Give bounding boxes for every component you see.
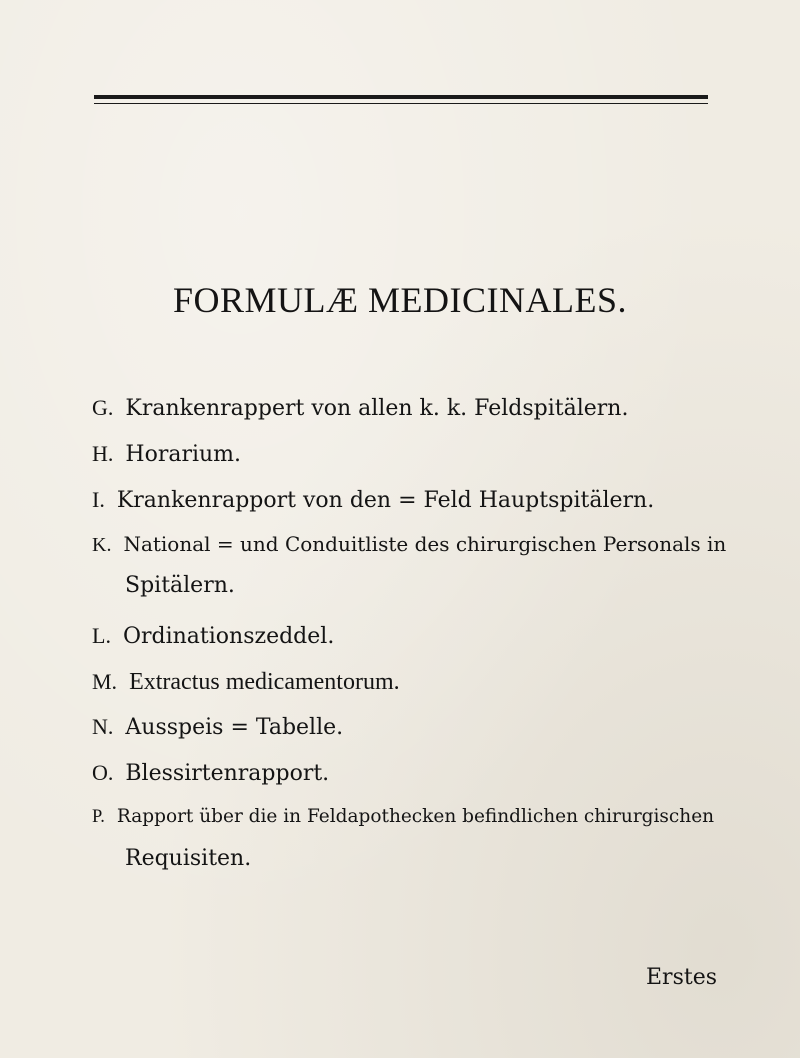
list-item-m [92, 670, 400, 694]
item-letter: K. [92, 534, 112, 556]
page-title: FORMULÆ MEDICINALES. [172, 280, 628, 320]
list-item-o [92, 762, 329, 785]
item-text: National = und Conduitliste des chirurgischen Personals in [123, 532, 727, 556]
item-text: Krankenrappert von allen k. k. Feldspitälern. [125, 396, 629, 421]
item-text: Rapport über die in Feldapothecken befindlichen chirurgischen [116, 806, 715, 827]
item-text: Blessirtenrapport. [125, 761, 330, 786]
item-text: Ordinationszeddel. [122, 624, 335, 649]
header-rule-thin [94, 103, 708, 104]
item-letter: N. [92, 714, 114, 739]
item-text: Extractus medicamentorum. [129, 669, 400, 695]
item-continuation: Spitälern. [125, 573, 235, 598]
list-item-l [92, 625, 334, 648]
list-item-n [92, 716, 343, 739]
item-text: Krankenrapport von den = Feld Hauptspitälern. [116, 488, 655, 513]
list-item-i [92, 489, 654, 512]
list-item-k [92, 534, 726, 555]
item-letter: P. [92, 807, 105, 827]
list-item-h [92, 443, 241, 466]
item-letter: G. [92, 395, 114, 420]
list-item-g [92, 397, 628, 420]
header-rule-thick [94, 95, 708, 99]
item-text: Horarium. [125, 442, 242, 467]
item-letter: H. [92, 441, 114, 466]
list-item-p [92, 808, 714, 827]
item-text: Ausspeis = Tabelle. [125, 715, 344, 740]
catchword: Erstes [646, 965, 718, 990]
item-letter: O. [92, 760, 114, 785]
item-letter: M. [92, 669, 118, 694]
item-letter: L. [92, 623, 111, 648]
item-continuation: Requisiten. [125, 846, 252, 871]
item-letter: I. [92, 487, 105, 512]
